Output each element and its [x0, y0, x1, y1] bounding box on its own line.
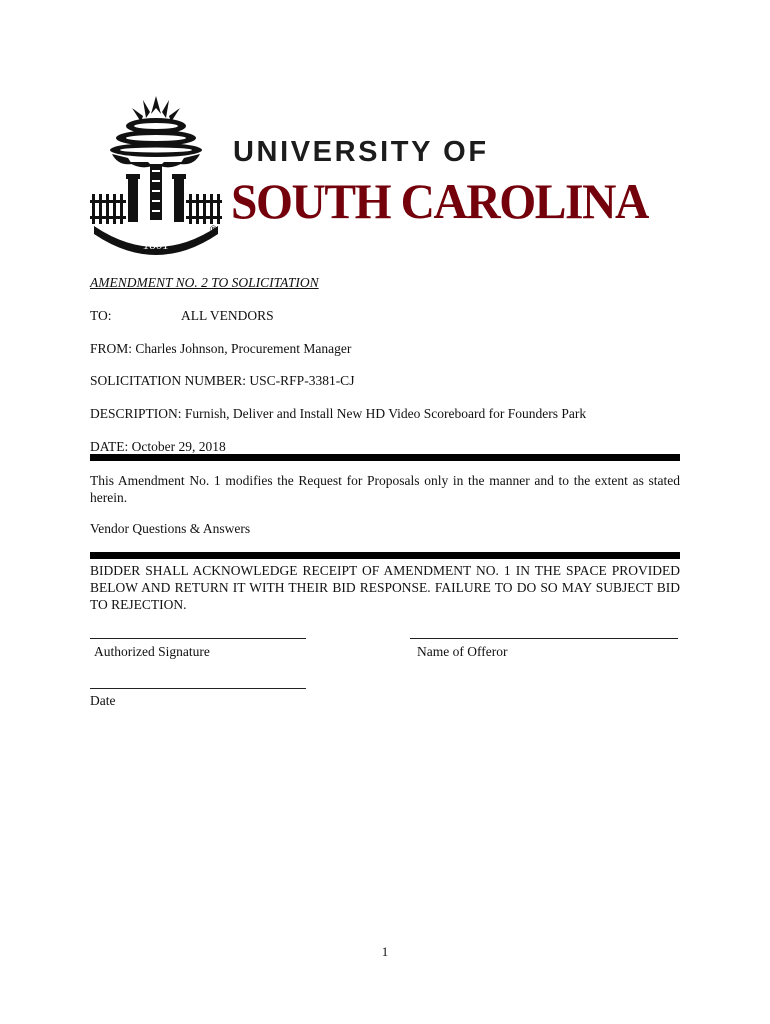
registered-mark: ® — [210, 224, 217, 234]
section-divider — [90, 552, 680, 559]
amendment-paragraph: This Amendment No. 1 modifies the Request for Proposals only in the manner and to the extent as stated herein. — [90, 473, 680, 505]
to-value: ALL VENDORS — [181, 308, 274, 323]
palmetto-seal-icon — [88, 92, 224, 258]
university-logo — [88, 92, 688, 262]
date-line: DATE: October 29, 2018 — [90, 439, 226, 454]
page-number: 1 — [381, 944, 389, 959]
offeror-name-label: Name of Offeror — [417, 644, 508, 659]
vendor-qa-heading: Vendor Questions & Answers — [90, 521, 251, 536]
offeror-line — [410, 638, 678, 639]
solicitation-number: SOLICITATION NUMBER: USC-RFP-3381-CJ — [90, 373, 355, 388]
from-line: FROM: Charles Johnson, Procurement Manager — [90, 341, 352, 356]
to-label: TO: — [90, 308, 112, 323]
section-divider — [90, 454, 680, 461]
date-label: Date — [90, 693, 116, 708]
acknowledge-paragraph: BIDDER SHALL ACKNOWLEDGE RECEIPT OF AMENDMENT NO. 1 IN THE SPACE PROVIDED BELOW AND RETURN IT WITH THEIR BID RESPONSE. FAILURE TO DO SO MAY SUBJECT BID TO REJECTION. — [90, 563, 680, 612]
logo-south-carolina: SOUTH CAROLINA — [231, 173, 648, 229]
description-line: DESCRIPTION: Furnish, Deliver and Install New HD Video Scoreboard for Founders Park — [90, 406, 587, 421]
logo-year-text: 1801 — [143, 237, 169, 252]
logo-university-of: UNIVERSITY OF — [233, 136, 489, 168]
document-title: AMENDMENT NO. 2 TO SOLICITATION — [90, 275, 319, 290]
authorized-signature-label: Authorized Signature — [94, 644, 210, 659]
date-signature-line — [90, 688, 306, 689]
signature-line — [90, 638, 306, 639]
